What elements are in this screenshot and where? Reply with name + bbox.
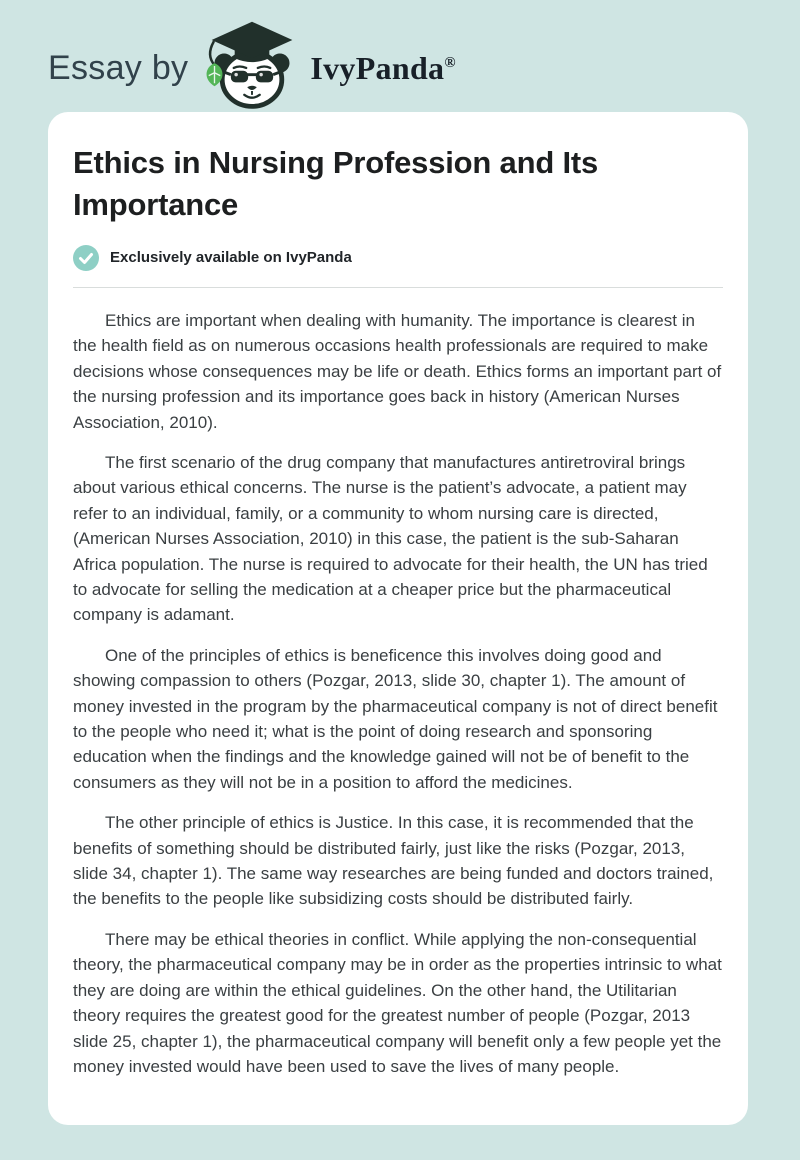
check-icon <box>73 245 99 271</box>
essay-title: Ethics in Nursing Profession and Its Importance <box>73 145 599 223</box>
divider <box>73 287 723 288</box>
header <box>0 0 800 112</box>
brand-text: IvyPanda <box>310 49 445 86</box>
essay-paragraph-5: There may be ethical theories in conflict. While applying the non-consequential theory, the pharmaceutical company may be in order as the properties intrinsic to what they are doing are within the ethical guidelines. On the other hand, the Utilitarian theory requires the greatest good for the greatest number of people (Pozgar, 2013 slide 25, chapter 1), the pharmaceutical company will benefit only a few people yet the money invested would have been used to save the lives of many people. <box>73 929 722 1076</box>
essay-paragraph-1: Ethics are important when dealing with humanity. The importance is clearest in the health field as on numerous occasions health professionals are required to make decisions whose consequences may be life or death. Ethics forms an important part of the nursing profession and its importance goes back in history (American Nurses Association, 2010). <box>73 310 722 432</box>
essay-body <box>73 308 723 1079</box>
registered-mark: ® <box>444 54 456 71</box>
essay-paragraph-3: One of the principles of ethics is beneficence this involves doing good and showing compassion to others (Pozgar, 2013, slide 30, chapter 1). The amount of money invested in the program by the pharmaceutical company is not of direct benefit to the people who need it; what is the point of doing research and sponsoring education when the findings and the knowledge gained will not be of benefit to the consumers as they will not be in a position to afford the medicines. <box>73 645 718 792</box>
availability-badge <box>73 245 723 271</box>
essay-paragraph-2: The first scenario of the drug company that manufactures antiretroviral brings about various ethical concerns. The nurse is the patient’s advocate, a patient may refer to an individual, family, or a community to whom nursing care is directed, (American Nurses Association, 2010) in this case, the patient is the sub-Saharan Africa population. The nurse is required to advocate for their health, the UN has tried to advocate for selling the medication at a cheaper price but the pharmaceutical company is adamant. <box>73 452 708 625</box>
ivypanda-logo-icon <box>202 19 302 113</box>
essay-paragraph-4: The other principle of ethics is Justice. In this case, it is recommended that the benefits of something should be distributed fairly, just like the risks (Pozgar, 2013, slide 34, chapter 1). The same way researches are being funded and doctors trained, the benefits to the people like subsidizing costs should be distributed fairly. <box>73 813 714 909</box>
availability-label: Exclusively available on IvyPanda <box>110 249 352 267</box>
header-prefix: Essay by <box>48 48 189 87</box>
brand-name <box>310 50 456 87</box>
essay-card <box>48 112 748 1125</box>
